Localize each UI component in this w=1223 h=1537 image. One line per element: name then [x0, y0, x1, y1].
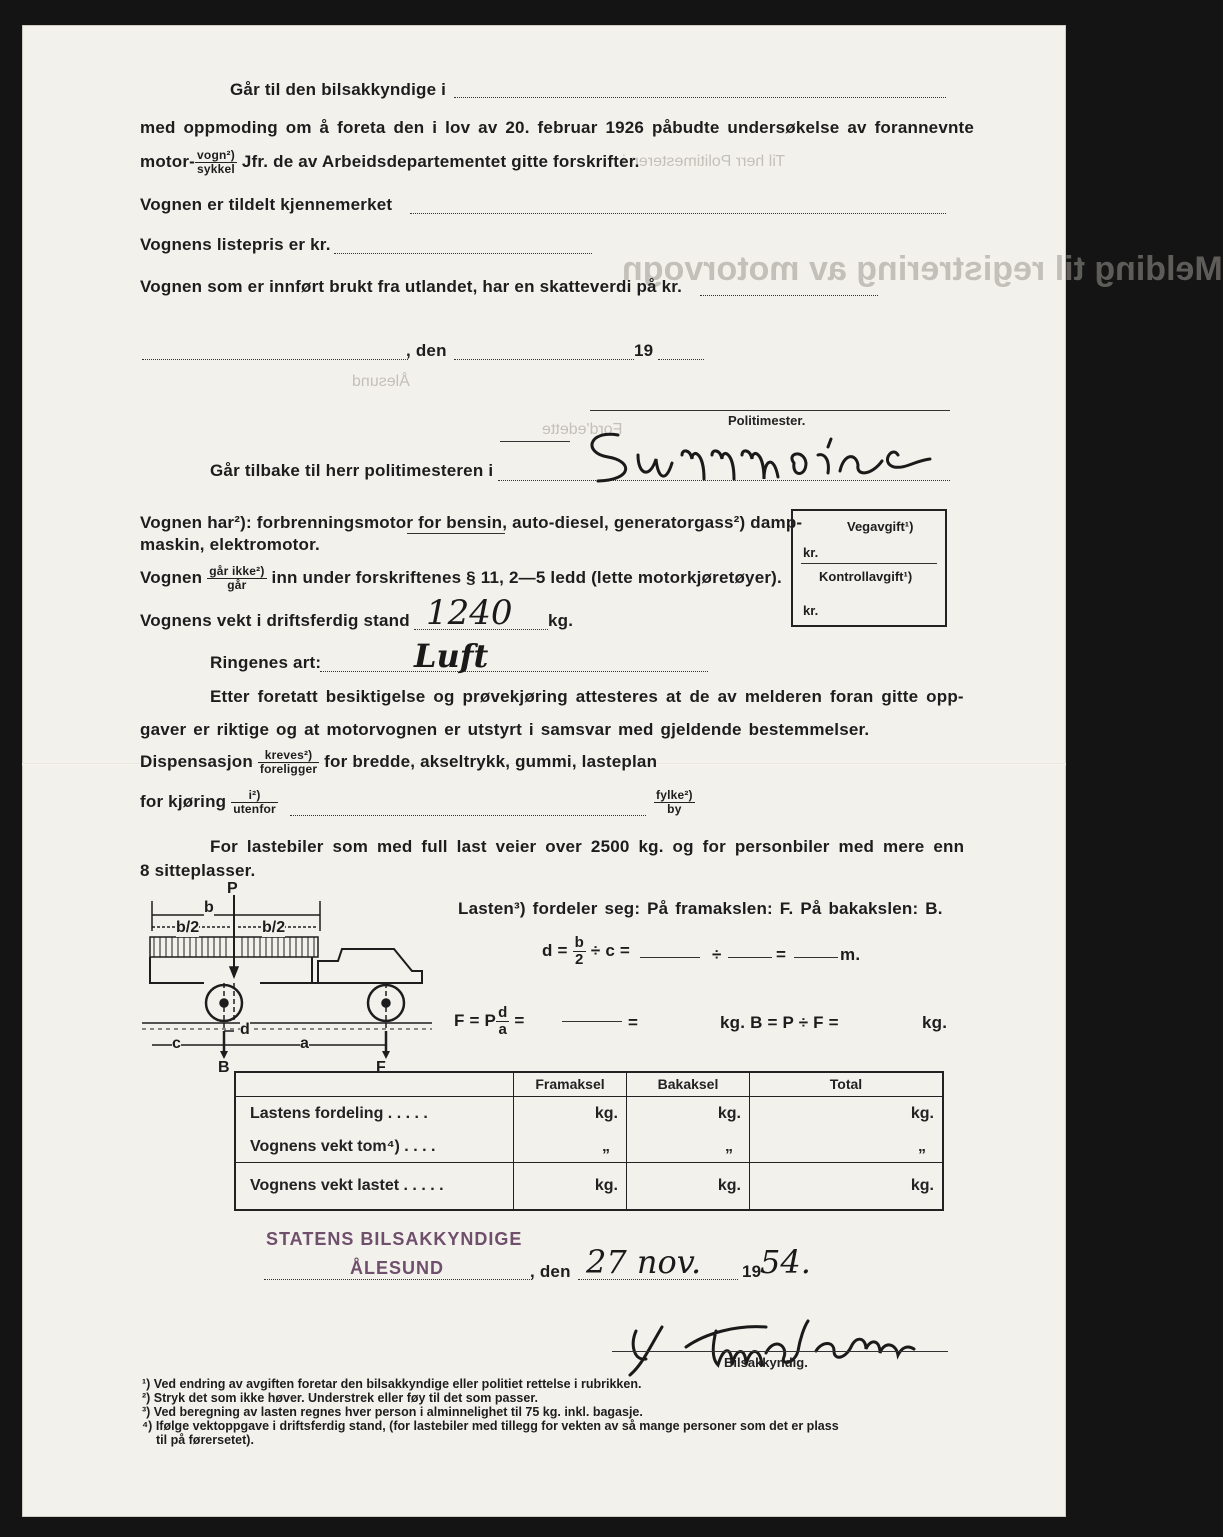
- formula-field-3[interactable]: [794, 957, 838, 958]
- row-label: Vognens vekt lastet . . . . .: [235, 1162, 514, 1210]
- formula-equals: =: [776, 945, 787, 964]
- table-cell[interactable]: [514, 1132, 627, 1162]
- footnote-1: ¹) Ved endring av avgiften foretar den bilsakkyndige eller politiet rettelse i rubrikken.: [142, 1377, 642, 1391]
- diagram-label-b-half-left: b/2: [176, 919, 200, 936]
- frac-top: vogn²): [195, 149, 237, 163]
- header-total: Total: [750, 1072, 944, 1096]
- formula-minus-c: ÷ c =: [590, 940, 631, 960]
- to-expert-field[interactable]: [454, 97, 946, 98]
- request-text: med oppmoding om å foreta den i lov av 20. februar 1926 påbudte undersøkelse av forannevnte: [140, 118, 975, 137]
- dispensation-line: [140, 749, 657, 776]
- diagram-label-b-half-right: b/2: [262, 919, 286, 936]
- footnote-2: ²) Stryk det som ikke høver. Understrek eller føy til det som passer.: [142, 1391, 538, 1405]
- frac-bottom: foreligger: [259, 762, 318, 776]
- tire-type-handwritten: Luft: [414, 637, 489, 675]
- attestation-line-1: Etter foretatt besiktigelse og prøvekjøring attesteres at de av melderen foran gitte opp-: [210, 687, 964, 706]
- frac-bottom: sykkel: [197, 162, 235, 176]
- frac-top: d: [498, 1004, 508, 1021]
- table-corner: [235, 1072, 514, 1096]
- bilsakkyndig-label: Bilsakkyndig.: [724, 1355, 808, 1370]
- load-distribution-text: Lasten³) fordeler seg: På framakslen: F. På bakakslen: B.: [458, 899, 943, 918]
- handwriting-sunnmore: [578, 425, 958, 495]
- cell-unit: kg.: [717, 1105, 741, 1123]
- footnote-4-cont: til på førersetet).: [156, 1433, 254, 1447]
- to-expert-label: Går til den bilsakkyndige i: [230, 80, 447, 99]
- gaar-prefix: Vognen: [140, 567, 203, 587]
- diagram-label-b: b: [204, 899, 214, 916]
- registration-field[interactable]: [410, 213, 946, 214]
- light-vehicle-line: [140, 565, 782, 592]
- county-fraction-wrap: [654, 789, 695, 816]
- table-cell[interactable]: [514, 1096, 627, 1132]
- formula-F: [454, 1005, 525, 1038]
- formula-d: [542, 935, 630, 968]
- driving-line: [140, 789, 278, 816]
- truck-rule-line-2: 8 sitteplasser.: [140, 861, 256, 880]
- kjoring-prefix: for kjøring: [140, 791, 227, 811]
- place-sign-field[interactable]: [264, 1279, 532, 1280]
- kontrollavgift-label: Kontrollavgift¹): [819, 569, 913, 584]
- county-fraction: [654, 789, 695, 816]
- short-rule: [500, 441, 570, 442]
- registration-label: Vognen er tildelt kjennemerket: [140, 195, 393, 214]
- place-field[interactable]: [142, 359, 408, 360]
- table-cell[interactable]: [627, 1096, 750, 1132]
- cell-unit: kg.: [910, 1176, 934, 1194]
- list-price-field[interactable]: [334, 253, 592, 254]
- motor-prefix: motor-: [140, 151, 196, 171]
- year-label: 19: [634, 341, 654, 360]
- table-cell[interactable]: [627, 1162, 750, 1210]
- footnote-3: ³) Ved beregning av lasten regnes hver person i alminnelighet til 75 kg. inkl. bagasje.: [142, 1405, 643, 1419]
- frac-bottom: utenfor: [233, 802, 276, 816]
- cell-unit: kg.: [594, 1105, 618, 1123]
- row-label: Vognens vekt tom⁴) . . . .: [235, 1132, 514, 1162]
- tire-type-field[interactable]: [320, 671, 708, 672]
- weight-distribution-table: [234, 1071, 944, 1211]
- formula-F-label: F = P: [454, 1010, 497, 1030]
- table-cell[interactable]: [750, 1132, 944, 1162]
- disp-suffix: for bredde, akseltrykk, gummi, lasteplan: [324, 751, 658, 771]
- motor-suffix: Jfr. de av Arbeidsdepartementet gitte forskrifter.: [241, 151, 640, 171]
- disp-prefix: Dispensasjon: [140, 751, 253, 771]
- weight-label: Vognens vekt i driftsferdig stand: [140, 611, 410, 630]
- diagram-label-c: c: [172, 1035, 181, 1052]
- weight-unit: kg.: [548, 611, 574, 630]
- cell-unit: kg.: [910, 1105, 934, 1123]
- frac-bottom: a: [498, 1021, 508, 1038]
- motor-line: [140, 149, 640, 176]
- row-label: Lastens fordeling . . . . .: [235, 1096, 514, 1132]
- stamp-line-2: ÅLESUND: [350, 1258, 445, 1278]
- vegavgift-label: Vegavgift¹): [847, 519, 914, 534]
- frac-top: kreves²): [258, 749, 319, 763]
- arrow-B: [220, 1051, 228, 1059]
- frac-bottom: 2: [574, 951, 584, 968]
- diagram-label-a: a: [300, 1035, 309, 1052]
- header-framaksel: Framaksel: [514, 1072, 627, 1096]
- frac-top: går ikke²): [209, 564, 265, 578]
- formula-F-eq2: =: [628, 1013, 639, 1032]
- table-cell[interactable]: [750, 1096, 944, 1132]
- formula-d-over-a: [496, 1005, 509, 1038]
- diagram-label-F: F: [376, 1059, 386, 1076]
- police-signature-line[interactable]: [590, 410, 950, 411]
- expert-signature-line[interactable]: [612, 1351, 948, 1352]
- formula-field-1[interactable]: [640, 957, 700, 958]
- stamp-line-1: STATENS BILSAKKYNDIGE: [266, 1229, 523, 1249]
- frac-top: b: [574, 934, 584, 951]
- cell-unit: kg.: [717, 1176, 741, 1194]
- header-bakaksel: Bakaksel: [627, 1072, 750, 1096]
- politimester-label: Politimester.: [728, 413, 806, 428]
- engine-type-line-2: maskin, elektromotor.: [140, 535, 320, 554]
- frac-top: fylke²): [656, 788, 693, 802]
- sign-year-handwritten: 54.: [760, 1243, 811, 1281]
- date-field[interactable]: [454, 359, 634, 360]
- list-price-label: Vognens listepris er kr.: [140, 235, 331, 254]
- sign-year-prefix: 19: [742, 1262, 762, 1281]
- ghost-line: Ford'edette: [542, 421, 623, 438]
- truck-load-diagram: [142, 883, 432, 1048]
- footnote-4: ⁴) Ifølge vektoppgave i driftsferdig stand, (for lastebiler med tillegg for vekten av så mange personer som det er plass: [142, 1419, 839, 1433]
- tire-type-label: Ringenes art:: [210, 653, 322, 672]
- frac-bottom: by: [667, 802, 682, 816]
- vegavgift-kr: kr.: [803, 545, 819, 560]
- den-label: , den: [406, 341, 447, 360]
- year-field[interactable]: [658, 359, 704, 360]
- table-cell[interactable]: [514, 1162, 627, 1210]
- sign-den-label: , den: [530, 1262, 571, 1281]
- formula-F-eq: =: [514, 1010, 525, 1030]
- weight-handwritten: 1240: [426, 593, 513, 633]
- diagram-label-B: B: [218, 1059, 230, 1076]
- frac-bottom: går: [227, 578, 247, 592]
- formula-m: m.: [840, 945, 861, 964]
- gaar-suffix: inn under forskriftenes § 11, 2—5 ledd (lette motorkjøretøyer).: [271, 567, 782, 587]
- driving-area-field[interactable]: [290, 815, 646, 816]
- formula-d-label: d =: [542, 940, 568, 960]
- kjoring-fraction: [231, 789, 278, 816]
- motor-fraction: [195, 149, 237, 176]
- gaar-fraction: [207, 565, 266, 592]
- truck-rule-line-1: For lastebiler som med full last veier over 2500 kg. og for personbiler med mere enn: [210, 837, 965, 856]
- table-cell[interactable]: [750, 1162, 944, 1210]
- formula-kg-B: kg. B = P ÷ F =: [720, 1013, 839, 1032]
- cell-unit: „: [725, 1137, 733, 1155]
- engine-type-line-1: Vognen har²): forbrenningsmotor for bensin, auto-diesel, generatorgass²) damp-: [140, 513, 803, 532]
- import-value-field[interactable]: [700, 295, 878, 296]
- diagram-label-d: d: [240, 1021, 250, 1038]
- sign-date-handwritten: 27 nov.: [586, 1243, 702, 1281]
- ghost-line: Til herr Politimesteren i: [622, 153, 786, 170]
- formula-field-4[interactable]: [562, 1021, 622, 1022]
- attestation-line-2: gaver er riktige og at motorvognen er utstyrt i samsvar med gjeldende bestemmelser.: [140, 720, 870, 739]
- formula-b-over-2: [573, 935, 586, 968]
- frac-top: i²): [231, 789, 278, 803]
- underline-bensin: [407, 533, 505, 534]
- cell-unit: kg.: [594, 1176, 618, 1194]
- vegavgift-field[interactable]: [801, 563, 937, 564]
- diagram-label-P: P: [227, 880, 238, 897]
- disp-fraction: [258, 749, 319, 776]
- form-sheet: [22, 25, 1223, 1517]
- ghost-title: Melding til registrering av motorvogn: [622, 250, 1223, 288]
- formula-field-2[interactable]: [728, 957, 772, 958]
- ghost-line: Ålesund: [352, 373, 410, 390]
- kontrollavgift-kr: kr.: [803, 603, 819, 618]
- return-label: Går tilbake til herr politimesteren i: [210, 461, 494, 480]
- cell-unit: „: [918, 1137, 926, 1155]
- formula-kg-end: kg.: [922, 1013, 948, 1032]
- table-cell[interactable]: [627, 1132, 750, 1162]
- fee-box: [791, 509, 947, 627]
- import-value-label: Vognen som er innført brukt fra utlandet, har en skatteverdi på kr.: [140, 277, 683, 296]
- arrow-F: [382, 1051, 390, 1059]
- formula-minus: ÷: [712, 945, 722, 964]
- cell-unit: „: [602, 1137, 610, 1155]
